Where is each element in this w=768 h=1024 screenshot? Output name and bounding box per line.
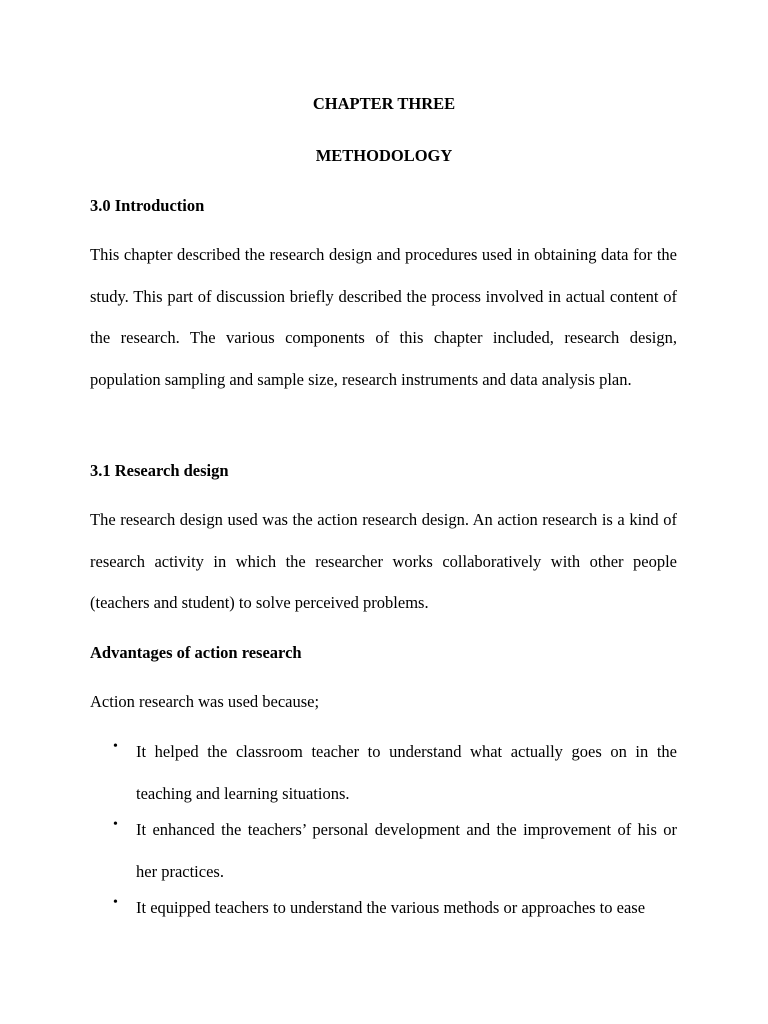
list-item [0, 809, 768, 892]
research-design-paragraph: The research design used was the action research design. An action research is a kind of research activity in which the researcher works collaboratively with other people (teachers and student) to solve perceived problems. [90, 510, 677, 613]
bullet-icon: • [113, 739, 118, 754]
bullet-text: It helped the classroom teacher to understand what actually goes on in the teaching and learning situations. [136, 742, 677, 803]
section-heading-introduction: 3.0 Introduction [90, 196, 205, 215]
section-heading-research-design: 3.1 Research design [90, 461, 229, 480]
list-item [0, 731, 768, 814]
advantages-intro-text: Action research was used because; [90, 692, 320, 711]
chapter-title-heading: METHODOLOGY [315, 146, 453, 165]
bullet-icon: • [113, 895, 118, 911]
advantages-bullet-list [0, 736, 768, 929]
chapter-number-heading: CHAPTER THREE [312, 94, 456, 113]
subheading-advantages: Advantages of action research [90, 643, 302, 662]
list-item [0, 887, 768, 929]
bullet-text: It enhanced the teachers’ personal development and the improvement of his or her practices. [136, 820, 677, 881]
bullet-icon: • [113, 817, 118, 833]
introduction-paragraph: This chapter described the research design and procedures used in obtaining data for the study. This part of discussion briefly described the process involved in actual content of the research. The various components of this chapter included, research design, population sampling and sample size, research instruments and data analysis plan. [90, 245, 677, 389]
bullet-text: It equipped teachers to understand the various methods or approaches to ease [136, 898, 646, 918]
